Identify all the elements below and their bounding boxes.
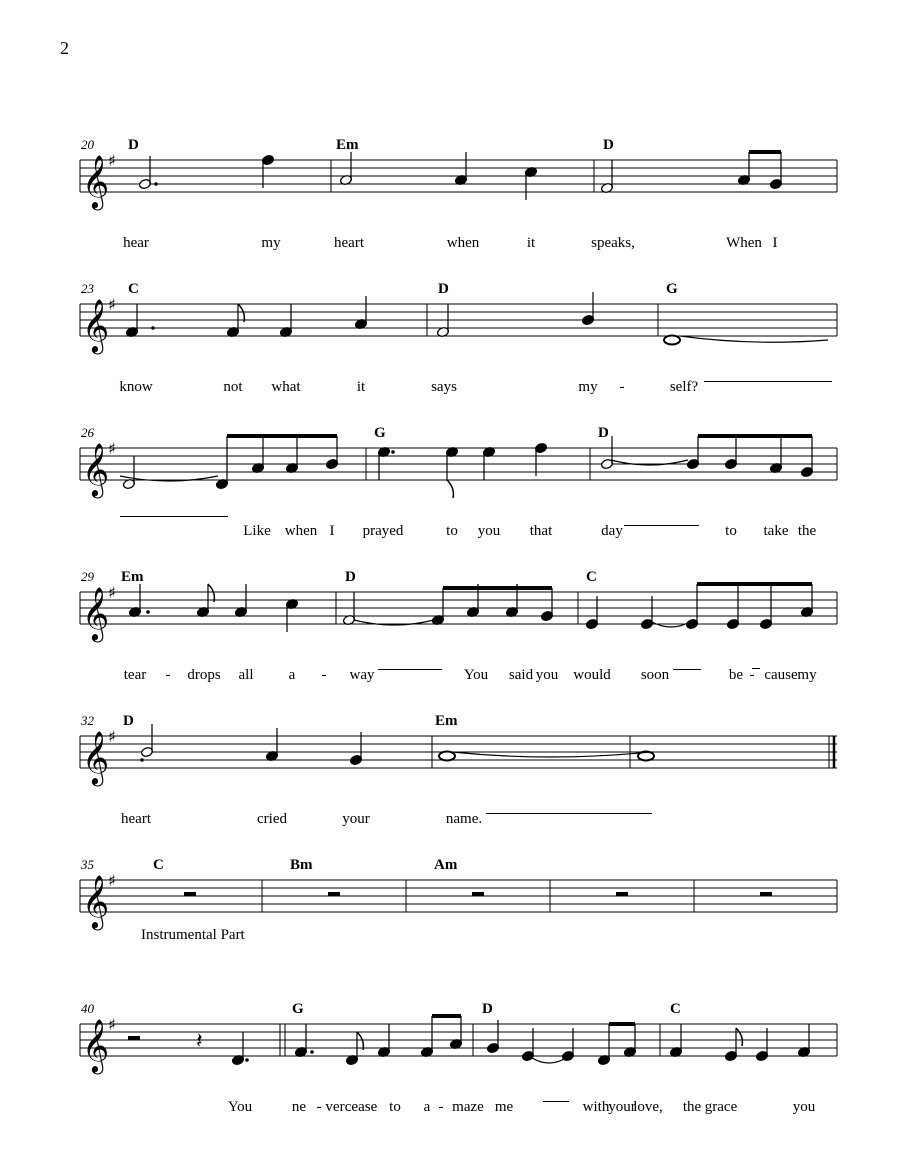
lyric-syllable: cease xyxy=(344,1099,378,1115)
note-beam xyxy=(698,434,812,438)
dot xyxy=(146,610,150,614)
note xyxy=(797,1024,810,1058)
lyric-syllable: when xyxy=(446,235,480,251)
note xyxy=(669,1024,682,1058)
note xyxy=(597,1032,610,1066)
lyric-syllable: your xyxy=(342,811,370,827)
treble-clef-icon xyxy=(82,874,109,930)
note xyxy=(125,304,138,338)
lyric-syllable: - xyxy=(321,667,327,683)
chord-symbol: D xyxy=(128,137,139,153)
note xyxy=(261,154,274,188)
lyric-syllable: cause xyxy=(764,667,798,683)
treble-clef-icon xyxy=(82,1018,109,1074)
note xyxy=(755,1028,768,1062)
lyric-syllable: it xyxy=(356,379,366,395)
lyric-syllable: take xyxy=(763,523,789,539)
lyric-syllable: the xyxy=(797,523,817,539)
note xyxy=(342,592,355,626)
lyric-syllable: day xyxy=(601,523,623,539)
lyric-syllable: me xyxy=(494,1099,514,1115)
lyric-syllable: You xyxy=(227,1099,253,1115)
note xyxy=(215,456,228,490)
dot xyxy=(245,1058,249,1062)
lyric-syllable: it xyxy=(526,235,536,251)
whole-rest-icon xyxy=(472,892,484,896)
lyric-extender-line xyxy=(486,813,652,814)
lyric-syllable: - xyxy=(438,1099,444,1115)
note-beam xyxy=(609,1022,635,1026)
note xyxy=(349,732,362,766)
chord-symbol: Em xyxy=(121,569,144,585)
note xyxy=(196,584,214,618)
chord-symbol: C xyxy=(128,281,139,297)
whole-rest-icon xyxy=(184,892,196,896)
treble-clef-icon xyxy=(82,730,109,786)
measure-number: 23 xyxy=(81,281,94,296)
note xyxy=(486,1020,499,1054)
lyric-syllable: to xyxy=(389,1099,401,1115)
note xyxy=(449,1016,462,1050)
svg-text:𝄞: 𝄞 xyxy=(82,154,110,208)
note xyxy=(234,584,247,618)
note xyxy=(600,160,613,194)
note xyxy=(265,728,278,762)
lyric-syllable: to xyxy=(725,523,737,539)
staff-system xyxy=(80,592,837,624)
lyric-extender-line xyxy=(752,668,760,669)
lyric-syllable: You xyxy=(463,667,489,683)
note xyxy=(686,436,699,470)
note-beam xyxy=(432,1014,461,1018)
note xyxy=(737,152,750,186)
staff-system xyxy=(80,160,837,192)
key-signature-sharp-icon xyxy=(108,871,116,890)
lyric-syllable: you xyxy=(477,523,501,539)
lyric-syllable: way xyxy=(349,667,375,683)
key-signature-sharp-icon xyxy=(108,295,116,314)
note xyxy=(128,584,141,618)
lyric-syllable: when xyxy=(284,523,318,539)
note xyxy=(122,456,135,490)
note xyxy=(769,440,782,474)
note xyxy=(664,336,680,345)
key-signature-sharp-icon xyxy=(108,1015,116,1034)
dot xyxy=(310,1050,314,1054)
lyric-syllable: ver xyxy=(325,1099,345,1115)
note-beam xyxy=(227,434,337,438)
whole-rest-icon xyxy=(760,892,772,896)
chord-symbol: Em xyxy=(435,713,458,729)
page-number: 2 xyxy=(60,38,69,58)
chord-symbol: D xyxy=(598,425,609,441)
note xyxy=(540,588,553,622)
key-signature-sharp-icon xyxy=(108,727,116,746)
lyric-extender-line xyxy=(673,669,701,670)
note xyxy=(585,596,598,630)
note xyxy=(138,156,151,190)
treble-clef-icon xyxy=(82,154,109,210)
note xyxy=(521,1028,534,1062)
half-rest-icon xyxy=(128,1036,140,1040)
note xyxy=(439,752,455,761)
lyric-syllable: name. xyxy=(445,811,483,827)
lyric-syllable: my xyxy=(261,235,281,251)
note xyxy=(285,598,298,632)
lyric-syllable: speaks, xyxy=(591,235,635,251)
note xyxy=(759,596,772,630)
lyric-syllable: your xyxy=(608,1099,636,1115)
lyric-syllable: would xyxy=(573,667,611,683)
svg-text:♯: ♯ xyxy=(108,295,116,314)
note xyxy=(640,596,653,630)
chord-symbol: D xyxy=(123,713,134,729)
lyric-syllable: a xyxy=(423,1099,431,1115)
chord-symbol: D xyxy=(345,569,356,585)
note xyxy=(294,1024,307,1058)
lyric-syllable: I xyxy=(772,235,778,251)
note xyxy=(226,304,244,338)
chord-symbol: G xyxy=(292,1001,304,1017)
chord-symbol: D xyxy=(603,137,614,153)
svg-text:𝄞: 𝄞 xyxy=(82,442,110,496)
note xyxy=(534,442,547,476)
lyric-extender-line xyxy=(378,669,442,670)
note xyxy=(420,1024,433,1058)
treble-clef-icon xyxy=(82,298,109,354)
chord-symbol: D xyxy=(482,1001,493,1017)
whole-rest-icon xyxy=(328,892,340,896)
note xyxy=(436,304,449,338)
chord-symbol: C xyxy=(153,857,164,873)
treble-clef-icon xyxy=(82,586,109,642)
lyric-syllable: know xyxy=(119,379,153,395)
note xyxy=(724,436,737,470)
note xyxy=(285,440,298,474)
measure-number: 20 xyxy=(81,137,94,152)
instruction-text: Instrumental Part xyxy=(141,927,245,943)
staff-system xyxy=(80,304,837,336)
svg-text:♯: ♯ xyxy=(108,871,116,890)
note xyxy=(561,1028,574,1062)
lyric-extender-line xyxy=(704,381,832,382)
measure-number: 29 xyxy=(81,569,94,584)
chord-symbol: C xyxy=(586,569,597,585)
chord-symbol: D xyxy=(438,281,449,297)
lyric-syllable: self? xyxy=(669,379,699,395)
lyric-syllable: I xyxy=(329,523,335,539)
lyric-syllable: ne xyxy=(291,1099,307,1115)
treble-clef-icon xyxy=(82,442,109,498)
lyric-syllable: Like xyxy=(243,523,271,539)
note xyxy=(600,436,613,470)
note xyxy=(279,304,292,338)
lyric-syllable: When xyxy=(726,235,762,251)
lyric-extender-line xyxy=(120,516,228,517)
lyric-syllable: a xyxy=(288,667,296,683)
note xyxy=(800,444,813,478)
key-signature-sharp-icon xyxy=(108,439,116,458)
svg-text:𝄞: 𝄞 xyxy=(82,586,110,640)
lyric-extender-line xyxy=(543,1101,569,1102)
lyric-syllable: to xyxy=(446,523,458,539)
lyric-syllable: the xyxy=(682,1099,702,1115)
lyric-syllable: you xyxy=(535,667,559,683)
chord-symbol: Bm xyxy=(290,857,313,873)
chord-symbol: Em xyxy=(336,137,359,153)
lyric-syllable: tear xyxy=(123,667,147,683)
lyric-syllable: be xyxy=(728,667,744,683)
lyric-syllable: you xyxy=(792,1099,816,1115)
note xyxy=(377,1024,390,1058)
svg-text:𝄞: 𝄞 xyxy=(82,298,110,352)
note xyxy=(724,1028,742,1062)
quarter-rest-icon: 𝄽 xyxy=(196,1029,203,1054)
whole-rest-icon xyxy=(616,892,628,896)
note xyxy=(726,596,739,630)
note-beam xyxy=(443,586,552,590)
note xyxy=(524,166,537,200)
note xyxy=(623,1024,636,1058)
chord-symbol: G xyxy=(374,425,386,441)
lyric-syllable: my xyxy=(797,667,817,683)
note xyxy=(251,440,264,474)
measure-number: 40 xyxy=(81,1001,94,1016)
staff-system xyxy=(80,736,837,768)
dot xyxy=(140,758,144,762)
lyric-syllable: hear xyxy=(123,235,149,251)
lyric-syllable: grace xyxy=(704,1099,738,1115)
lyric-syllable: says xyxy=(431,379,457,395)
dot xyxy=(154,182,158,186)
note-beam xyxy=(749,150,781,154)
svg-text:♯: ♯ xyxy=(108,1015,116,1034)
svg-text:♯: ♯ xyxy=(108,439,116,458)
note xyxy=(339,152,352,186)
note xyxy=(800,584,813,618)
lyric-syllable: - xyxy=(316,1099,322,1115)
lyric-syllable: my xyxy=(578,379,598,395)
lyric-syllable: - xyxy=(749,667,755,683)
note xyxy=(581,292,594,326)
chord-symbol: Am xyxy=(434,857,458,873)
lyric-syllable: what xyxy=(271,379,301,395)
note xyxy=(454,152,467,186)
tie xyxy=(680,336,828,342)
lyric-syllable: soon xyxy=(640,667,670,683)
tie xyxy=(532,1058,566,1063)
tie xyxy=(452,752,650,757)
note xyxy=(325,436,338,470)
lyric-syllable: not xyxy=(223,379,243,395)
lyric-syllable: all xyxy=(238,667,254,683)
lyric-syllable: that xyxy=(529,523,553,539)
chord-symbol: C xyxy=(670,1001,681,1017)
note xyxy=(140,724,153,758)
lyric-syllable: - xyxy=(619,379,625,395)
key-signature-sharp-icon xyxy=(108,583,116,602)
lyric-syllable: with xyxy=(582,1099,610,1115)
note xyxy=(345,1032,363,1066)
note-beam xyxy=(697,582,812,586)
measure-number: 32 xyxy=(81,713,94,728)
note xyxy=(769,156,782,190)
note xyxy=(482,446,495,480)
note xyxy=(354,296,367,330)
svg-text:♯: ♯ xyxy=(108,583,116,602)
lyric-syllable: maze xyxy=(452,1099,484,1115)
lyric-syllable: love, xyxy=(633,1099,663,1115)
key-signature-sharp-icon xyxy=(108,151,116,170)
lyric-syllable: prayed xyxy=(362,523,404,539)
dot xyxy=(151,326,155,330)
svg-text:♯: ♯ xyxy=(108,151,116,170)
svg-text:𝄞: 𝄞 xyxy=(82,874,110,928)
dot xyxy=(391,450,395,454)
measure-number: 35 xyxy=(81,857,94,872)
staff-system xyxy=(80,448,837,480)
lyric-syllable: heart xyxy=(121,811,151,827)
lyric-syllable: drops xyxy=(187,667,221,683)
measure-number: 26 xyxy=(81,425,94,440)
chord-symbol: G xyxy=(666,281,678,297)
lyric-syllable: heart xyxy=(334,235,364,251)
note xyxy=(685,596,698,630)
svg-text:𝄞: 𝄞 xyxy=(82,730,110,784)
lyric-syllable: said xyxy=(508,667,534,683)
svg-text:♯: ♯ xyxy=(108,727,116,746)
note xyxy=(231,1032,244,1066)
lyric-syllable: - xyxy=(165,667,171,683)
svg-text:𝄞: 𝄞 xyxy=(82,1018,110,1072)
note xyxy=(377,446,390,480)
lyric-syllable: cried xyxy=(257,811,287,827)
lyric-extender-line xyxy=(624,525,699,526)
